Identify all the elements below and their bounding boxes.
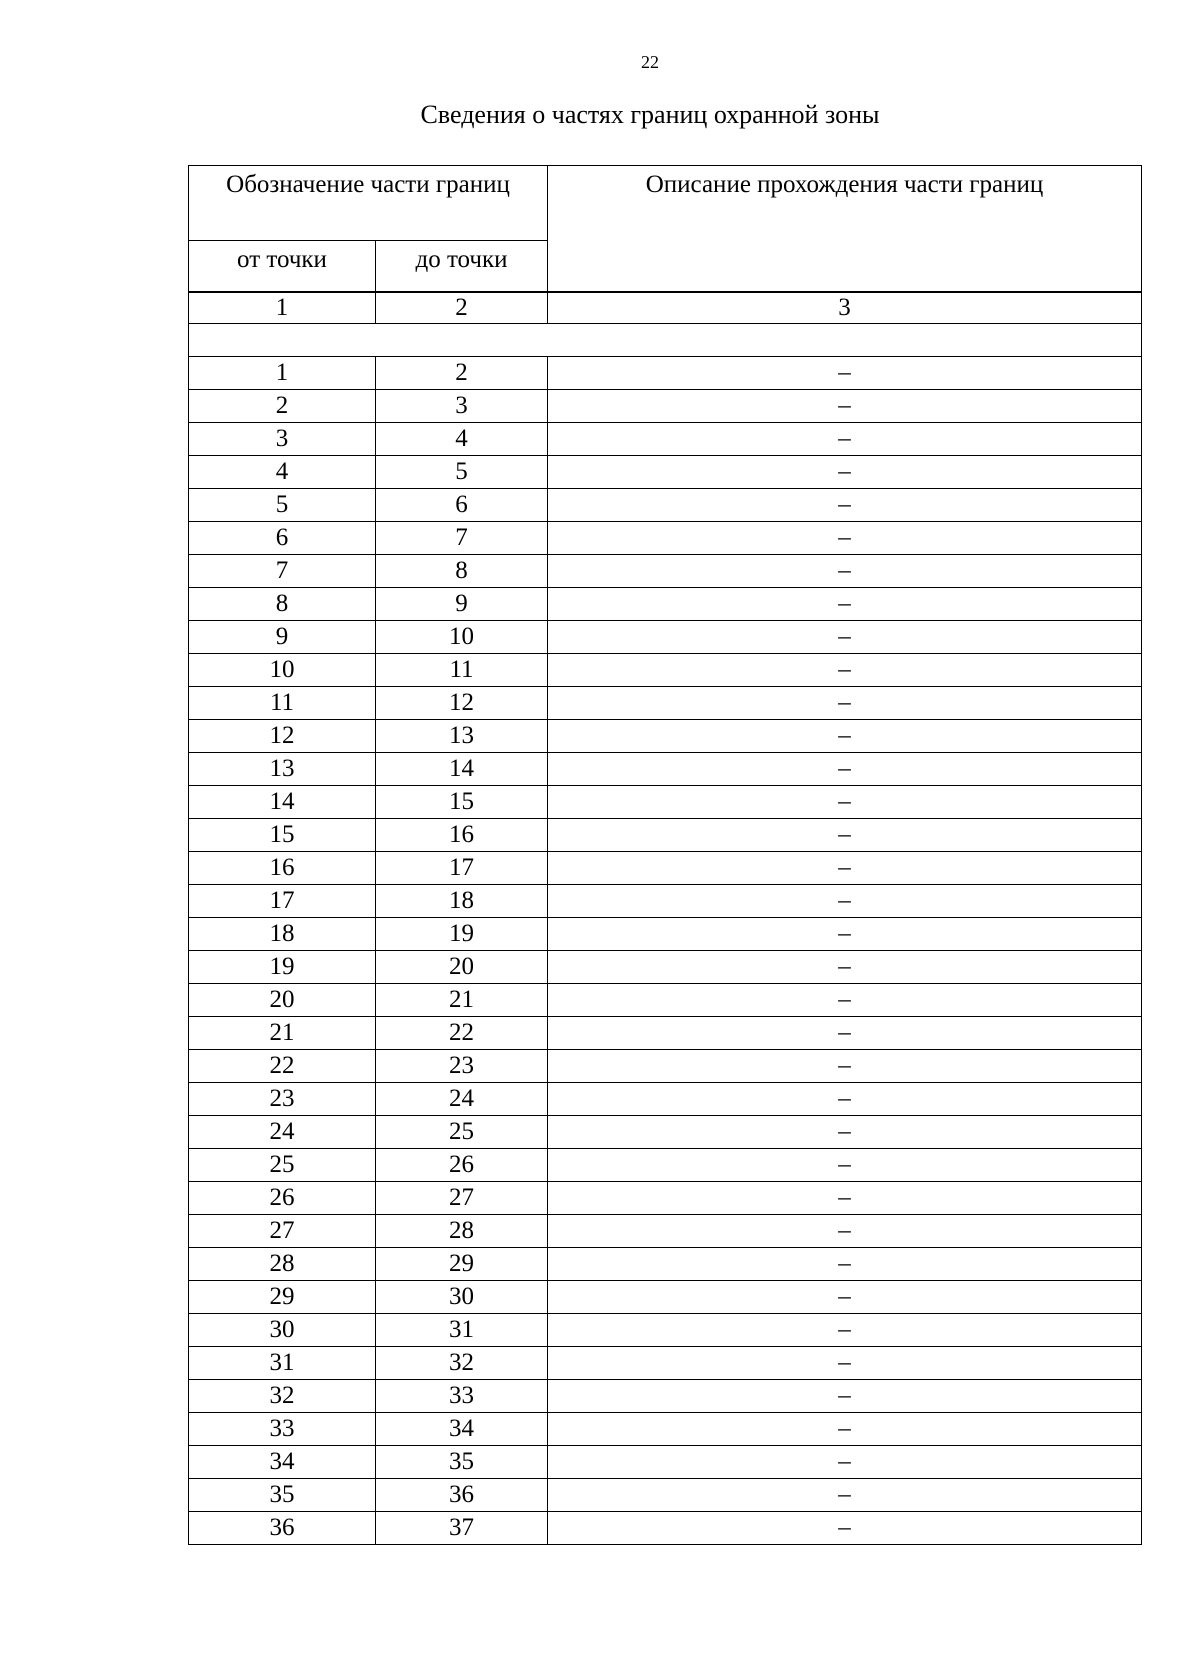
table-row	[189, 687, 1142, 720]
to-point-cell: 12	[376, 687, 548, 720]
table-row	[189, 1017, 1142, 1050]
table-row	[189, 786, 1142, 819]
to-point-cell: 6	[376, 489, 548, 522]
table-row	[189, 390, 1142, 423]
description-cell: –	[548, 720, 1142, 753]
from-point-cell: 35	[189, 1479, 376, 1512]
description-cell: –	[548, 1149, 1142, 1182]
from-point-cell: 7	[189, 555, 376, 588]
from-point-cell: 18	[189, 918, 376, 951]
description-cell: –	[548, 1182, 1142, 1215]
description-cell: –	[548, 1314, 1142, 1347]
to-point-cell: 28	[376, 1215, 548, 1248]
table-row	[189, 885, 1142, 918]
from-point-cell: 15	[189, 819, 376, 852]
table-row	[189, 1248, 1142, 1281]
description-cell: –	[548, 1446, 1142, 1479]
table-row	[189, 1050, 1142, 1083]
table-row	[189, 819, 1142, 852]
description-cell: –	[548, 786, 1142, 819]
table-row	[189, 918, 1142, 951]
description-cell: –	[548, 687, 1142, 720]
from-point-cell: 28	[189, 1248, 376, 1281]
description-cell: –	[548, 819, 1142, 852]
table-row	[189, 753, 1142, 786]
description-cell: –	[548, 918, 1142, 951]
table-row	[189, 1347, 1142, 1380]
boundary-parts-table	[188, 165, 1142, 1545]
to-point-cell: 20	[376, 951, 548, 984]
column-number-2: 2	[376, 292, 548, 324]
to-point-cell: 23	[376, 1050, 548, 1083]
table-row	[189, 1479, 1142, 1512]
from-point-cell: 29	[189, 1281, 376, 1314]
from-point-cell: 1	[189, 357, 376, 390]
table-row	[189, 1083, 1142, 1116]
to-point-cell: 25	[376, 1116, 548, 1149]
description-cell: –	[548, 951, 1142, 984]
description-cell: –	[548, 621, 1142, 654]
from-point-cell: 34	[189, 1446, 376, 1479]
document-title: Сведения о частях границ охранной зоны	[420, 100, 880, 129]
from-point-cell: 9	[189, 621, 376, 654]
to-point-cell: 3	[376, 390, 548, 423]
to-point-cell: 7	[376, 522, 548, 555]
to-point-cell: 8	[376, 555, 548, 588]
description-cell: –	[548, 654, 1142, 687]
to-point-cell: 14	[376, 753, 548, 786]
from-point-cell: 33	[189, 1413, 376, 1446]
from-point-cell: 19	[189, 951, 376, 984]
description-cell: –	[548, 522, 1142, 555]
table-row	[189, 1512, 1142, 1545]
table-row	[189, 1149, 1142, 1182]
from-point-cell: 21	[189, 1017, 376, 1050]
from-point-cell: 17	[189, 885, 376, 918]
from-point-cell: 26	[189, 1182, 376, 1215]
description-cell: –	[548, 1281, 1142, 1314]
table-row	[189, 423, 1142, 456]
description-cell: –	[548, 456, 1142, 489]
from-point-cell: 22	[189, 1050, 376, 1083]
from-point-header: от точки	[189, 241, 376, 293]
description-cell: –	[548, 885, 1142, 918]
to-point-cell: 13	[376, 720, 548, 753]
description-cell: –	[548, 588, 1142, 621]
page-number: 22	[641, 52, 659, 72]
to-point-cell: 19	[376, 918, 548, 951]
from-point-cell: 30	[189, 1314, 376, 1347]
description-cell: –	[548, 1050, 1142, 1083]
from-point-cell: 6	[189, 522, 376, 555]
description-cell: –	[548, 1116, 1142, 1149]
description-cell: –	[548, 1017, 1142, 1050]
to-point-cell: 24	[376, 1083, 548, 1116]
table-row	[189, 621, 1142, 654]
description-cell: –	[548, 1380, 1142, 1413]
table-row	[189, 654, 1142, 687]
table-row	[189, 1314, 1142, 1347]
description-cell: –	[548, 1512, 1142, 1545]
table-row	[189, 555, 1142, 588]
description-cell: –	[548, 390, 1142, 423]
to-point-cell: 26	[376, 1149, 548, 1182]
blank-section-cell	[189, 324, 1142, 357]
description-cell: –	[548, 357, 1142, 390]
to-point-cell: 32	[376, 1347, 548, 1380]
description-cell: –	[548, 1413, 1142, 1446]
description-cell: –	[548, 852, 1142, 885]
from-point-cell: 5	[189, 489, 376, 522]
table-row	[189, 456, 1142, 489]
description-cell: –	[548, 1479, 1142, 1512]
table-row	[189, 588, 1142, 621]
from-point-cell: 3	[189, 423, 376, 456]
from-point-cell: 32	[189, 1380, 376, 1413]
description-cell: –	[548, 753, 1142, 786]
from-point-cell: 24	[189, 1116, 376, 1149]
description-cell: –	[548, 1215, 1142, 1248]
description-cell: –	[548, 984, 1142, 1017]
to-point-cell: 35	[376, 1446, 548, 1479]
table-row	[189, 1413, 1142, 1446]
designation-header: Обозначение части границ	[189, 166, 548, 241]
description-header: Описание прохождения части границ	[548, 166, 1142, 293]
table-row	[189, 984, 1142, 1017]
to-point-cell: 37	[376, 1512, 548, 1545]
to-point-cell: 27	[376, 1182, 548, 1215]
table-row	[189, 1182, 1142, 1215]
table-row	[189, 1116, 1142, 1149]
from-point-cell: 13	[189, 753, 376, 786]
from-point-cell: 16	[189, 852, 376, 885]
to-point-cell: 33	[376, 1380, 548, 1413]
to-point-cell: 9	[376, 588, 548, 621]
to-point-cell: 4	[376, 423, 548, 456]
column-number-3: 3	[548, 292, 1142, 324]
to-point-cell: 11	[376, 654, 548, 687]
table-row	[189, 852, 1142, 885]
from-point-cell: 12	[189, 720, 376, 753]
from-point-cell: 31	[189, 1347, 376, 1380]
table-row	[189, 489, 1142, 522]
to-point-cell: 18	[376, 885, 548, 918]
to-point-cell: 36	[376, 1479, 548, 1512]
to-point-cell: 29	[376, 1248, 548, 1281]
description-cell: –	[548, 1083, 1142, 1116]
description-cell: –	[548, 555, 1142, 588]
to-point-cell: 17	[376, 852, 548, 885]
to-point-cell: 34	[376, 1413, 548, 1446]
blank-section-row	[189, 324, 1142, 357]
to-point-cell: 10	[376, 621, 548, 654]
to-point-header: до точки	[376, 241, 548, 293]
table-body	[189, 292, 1142, 1545]
from-point-cell: 8	[189, 588, 376, 621]
to-point-cell: 30	[376, 1281, 548, 1314]
description-cell: –	[548, 489, 1142, 522]
table-row	[189, 951, 1142, 984]
table-row	[189, 357, 1142, 390]
to-point-cell: 22	[376, 1017, 548, 1050]
from-point-cell: 27	[189, 1215, 376, 1248]
table-row	[189, 1281, 1142, 1314]
to-point-cell: 16	[376, 819, 548, 852]
column-number-1: 1	[189, 292, 376, 324]
from-point-cell: 4	[189, 456, 376, 489]
column-number-row	[189, 292, 1142, 324]
to-point-cell: 15	[376, 786, 548, 819]
to-point-cell: 5	[376, 456, 548, 489]
table-row	[189, 522, 1142, 555]
table-row	[189, 1446, 1142, 1479]
to-point-cell: 31	[376, 1314, 548, 1347]
to-point-cell: 21	[376, 984, 548, 1017]
from-point-cell: 11	[189, 687, 376, 720]
description-cell: –	[548, 423, 1142, 456]
from-point-cell: 36	[189, 1512, 376, 1545]
table-row	[189, 720, 1142, 753]
from-point-cell: 20	[189, 984, 376, 1017]
from-point-cell: 25	[189, 1149, 376, 1182]
to-point-cell: 2	[376, 357, 548, 390]
boundary-parts-table-container	[188, 165, 1141, 1545]
description-cell: –	[548, 1248, 1142, 1281]
from-point-cell: 2	[189, 390, 376, 423]
table-row	[189, 1380, 1142, 1413]
table-row	[189, 1215, 1142, 1248]
description-cell: –	[548, 1347, 1142, 1380]
from-point-cell: 10	[189, 654, 376, 687]
from-point-cell: 23	[189, 1083, 376, 1116]
from-point-cell: 14	[189, 786, 376, 819]
